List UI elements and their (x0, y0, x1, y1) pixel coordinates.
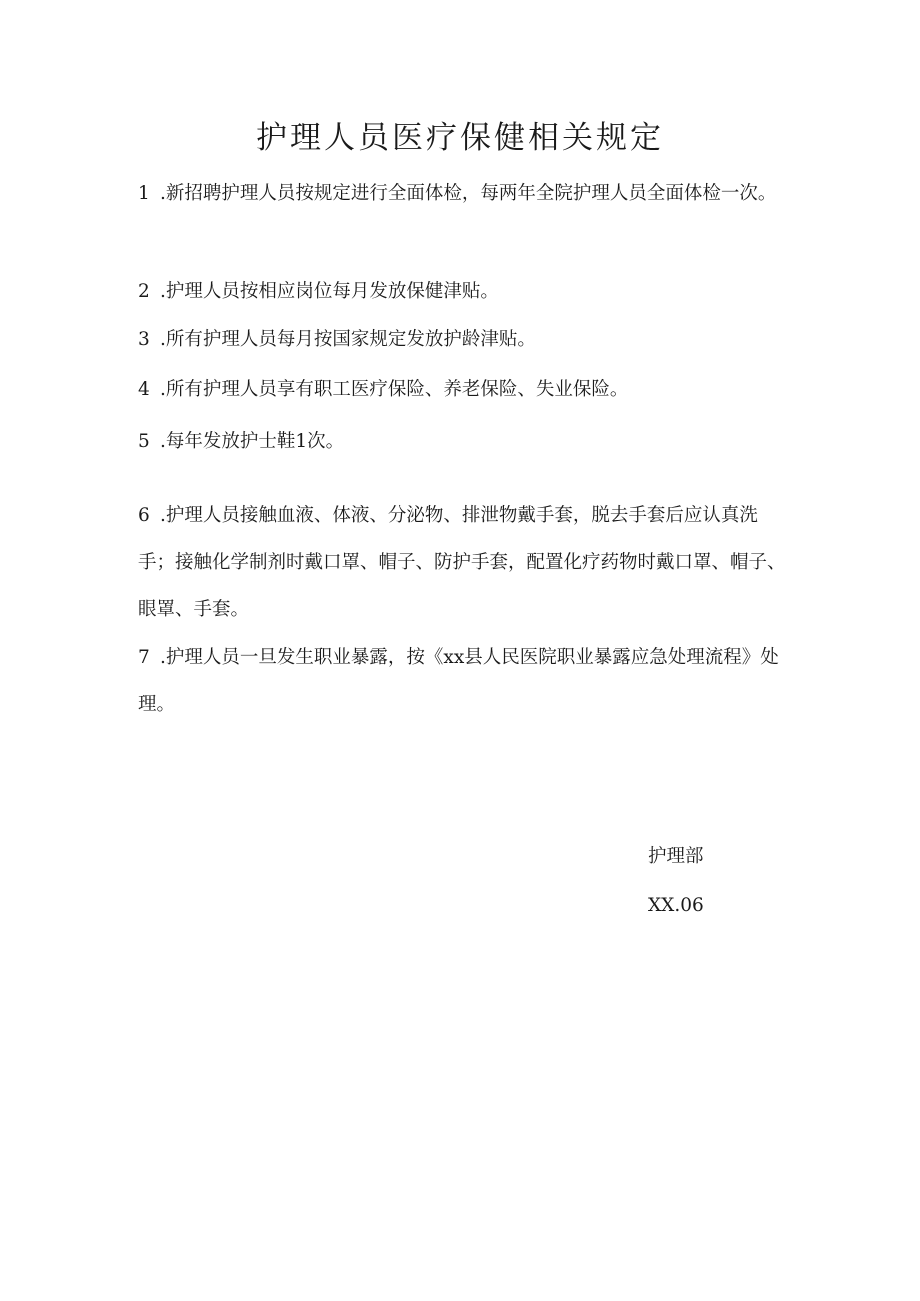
item-text: .每年发放护士鞋1次。 (160, 431, 345, 452)
list-item (138, 418, 788, 465)
list-item (138, 268, 788, 315)
item-number: 7 (138, 647, 150, 668)
list-item (138, 366, 788, 413)
signature-department: 护理部 (648, 846, 704, 867)
item-number: 1 (138, 183, 150, 204)
list-item (138, 316, 788, 363)
page-title: 护理人员医疗保健相关规定 (256, 120, 664, 156)
item-number: 4 (138, 379, 150, 400)
item-number: 5 (138, 431, 150, 452)
item-text: .护理人员一旦发生职业暴露，按《xx县人民医院职业暴露应急处理流程》处理。 (138, 647, 779, 715)
item-number: 3 (138, 329, 150, 350)
list-item (138, 634, 788, 728)
item-number: 6 (138, 505, 150, 526)
signature-date: XX.06 (648, 895, 704, 916)
item-text: .所有护理人员享有职工医疗保险、养老保险、失业保险。 (160, 379, 629, 400)
list-item (138, 170, 788, 217)
item-text: .护理人员接触血液、体液、分泌物、排泄物戴手套，脱去手套后应认真洗手；接触化学制剂时戴口罩、帽子、防护手套，配置化疗药物时戴口罩、帽子、眼罩、手套。 (138, 505, 786, 620)
item-text: .所有护理人员每月按国家规定发放护龄津贴。 (160, 329, 536, 350)
item-number: 2 (138, 281, 150, 302)
item-text: .新招聘护理人员按规定进行全面体检，每两年全院护理人员全面体检一次。 (160, 183, 777, 204)
list-item (138, 492, 788, 633)
item-text: .护理人员按相应岗位每月发放保健津贴。 (160, 281, 499, 302)
